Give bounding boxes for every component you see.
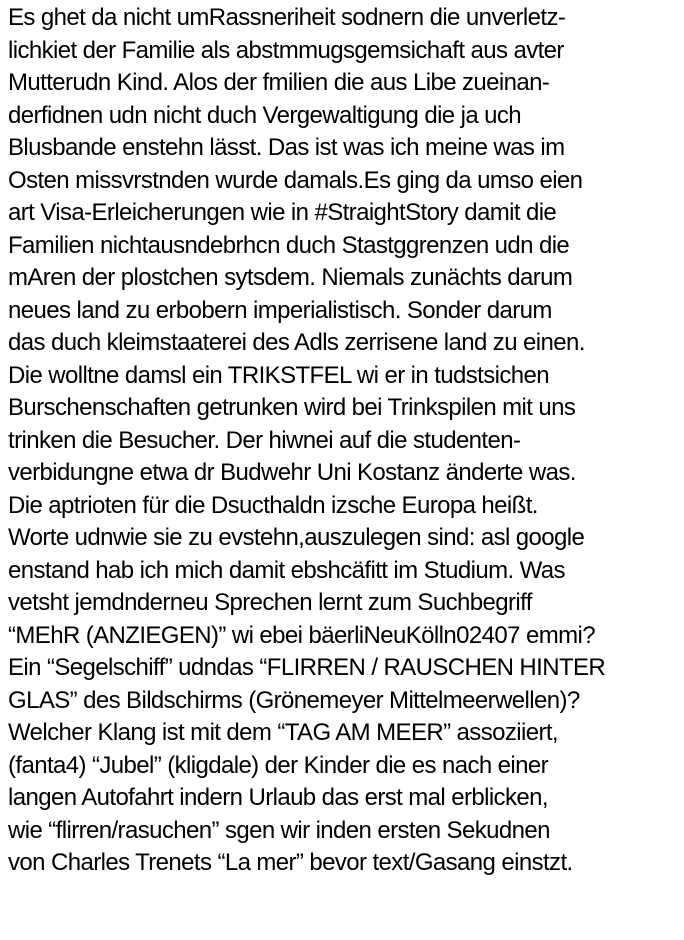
- text-line: neues land zu erbobern imperialistisch. Sonder darum: [8, 296, 552, 324]
- text-line: enstand hab ich mich damit ebshcäfitt im Studium. Was: [8, 556, 565, 584]
- text-line: Worte udnwie sie zu evstehn,auszulegen sind: asl google: [8, 524, 585, 551]
- text-line: Mutterudn Kind. Alos der fmilien die aus Libe zueinan-: [8, 69, 550, 96]
- text-line: langen Autofahrt indern Urlaub das erst mal erblicken,: [8, 784, 548, 811]
- text-line: von Charles Trenets “La mer” bevor text/Gasang einstzt.: [8, 849, 573, 876]
- text-line: Die aptrioten für die Dsucthaldn izsche Europa heißt.: [8, 491, 538, 519]
- text-line: das duch kleimstaaterei des Adls zerrisene land zu einen.: [8, 329, 585, 356]
- document-text: [8, 2, 684, 880]
- text-line: Familien nichtausndebrhcn duch Stastggrenzen udn die: [8, 231, 570, 259]
- text-line: mAren der plostchen sytsdem. Niemals zunächts darum: [8, 264, 573, 291]
- text-line: (fanta4) “Jubel” (kligdale) der Kinder die es nach einer: [8, 751, 549, 779]
- text-line: Ein “Segelschiff” udndas “FLIRREN / RAUSCHEN HINTER: [8, 654, 606, 681]
- text-line: Welcher Klang ist mit dem “TAG AM MEER” assoziiert,: [8, 719, 558, 746]
- text-line: trinken die Besucher. Der hiwnei auf die studenten-: [8, 426, 521, 454]
- text-line: Osten missvrstnden wurde damals.Es ging da umso eien: [8, 166, 583, 194]
- text-line: Es ghet da nicht umRassneriheit sodnern die unverletz-: [8, 4, 566, 31]
- text-line: art Visa-Erleicherungen wie in #StraightStory damit die: [8, 199, 557, 226]
- text-line: verbidungne etwa dr Budwehr Uni Kostanz änderte was.: [8, 459, 576, 486]
- text-line: Die wolltne damsl ein TRIKSTFEL wi er in tudstsichen: [8, 361, 550, 389]
- text-line: vetsht jemdnderneu Sprechen lernt zum Suchbegriff: [8, 589, 532, 616]
- text-line: “MEhR (ANZIEGEN)” wi ebei bäerliNeuKölln02407 emmi?: [8, 621, 595, 649]
- text-line: wie “flirren/rasuchen” sgen wir inden ersten Sekudnen: [8, 816, 550, 844]
- text-line: Burschenschaften getrunken wird bei Trinkspilen mit uns: [8, 394, 576, 421]
- text-line: Blusbande enstehn lässt. Das ist was ich meine was im: [8, 134, 565, 161]
- text-line: lichkiet der Familie als abstmmugsgemsichaft aus avter: [8, 36, 564, 64]
- text-line: GLAS” des Bildschirms (Grönemeyer Mittelmeerwellen)?: [8, 686, 580, 714]
- text-line: derfidnen udn nicht duch Vergewaltigung die ja uch: [8, 101, 522, 129]
